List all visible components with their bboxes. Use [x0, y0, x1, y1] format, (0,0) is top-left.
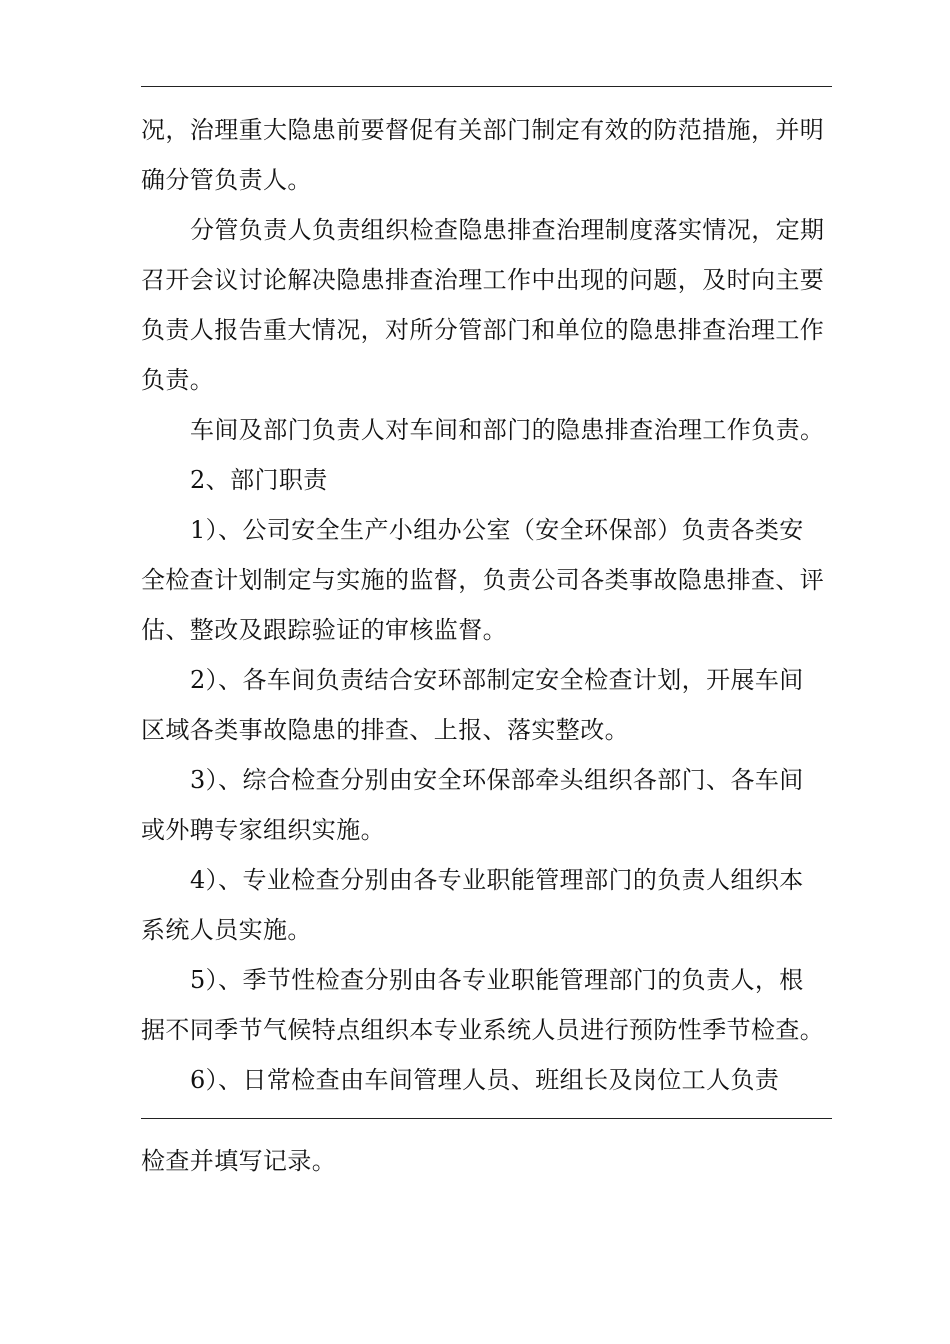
- body-line: 负责。: [141, 366, 215, 394]
- body-line: 确分管负责人。: [141, 166, 312, 194]
- body-line: 召开会议讨论解决隐患排查治理工作中出现的问题，及时向主要: [141, 266, 825, 294]
- body-line: 区域各类事故隐患的排查、上报、落实整改。: [141, 716, 629, 744]
- body-line: 估、整改及跟踪验证的审核监督。: [141, 616, 507, 644]
- footer-rule: [141, 1118, 832, 1119]
- body-line: 全检查计划制定与实施的监督，负责公司各类事故隐患排查、评: [141, 566, 825, 594]
- body-line: 况，治理重大隐患前要督促有关部门制定有效的防范措施，并明: [141, 116, 825, 144]
- body-line: 3）、综合检查分别由安全环保部牵头组织各部门、各车间: [190, 766, 804, 794]
- footer-continuation-line: 检查并填写记录。: [141, 1147, 337, 1175]
- body-line: 或外聘专家组织实施。: [141, 816, 385, 844]
- body-line: 6）、日常检查由车间管理人员、班组长及岗位工人负责: [190, 1066, 780, 1094]
- body-line: 1）、公司安全生产小组办公室（安全环保部）负责各类安: [190, 516, 804, 544]
- body-line: 车间及部门负责人对车间和部门的隐患排查治理工作负责。: [190, 416, 825, 444]
- header-rule: [141, 86, 832, 87]
- body-line: 据不同季节气候特点组织本专业系统人员进行预防性季节检查。: [141, 1016, 825, 1044]
- body-line: 2）、各车间负责结合安环部制定安全检查计划，开展车间: [190, 666, 804, 694]
- section-heading: 2、部门职责: [190, 466, 328, 494]
- body-line: 分管负责人负责组织检查隐患排查治理制度落实情况，定期: [190, 216, 825, 244]
- body-line: 5）、季节性检查分别由各专业职能管理部门的负责人，根: [190, 966, 804, 994]
- body-line: 负责人报告重大情况，对所分管部门和单位的隐患排查治理工作: [141, 316, 825, 344]
- body-line: 4）、专业检查分别由各专业职能管理部门的负责人组织本: [190, 866, 804, 894]
- body-line: 系统人员实施。: [141, 916, 312, 944]
